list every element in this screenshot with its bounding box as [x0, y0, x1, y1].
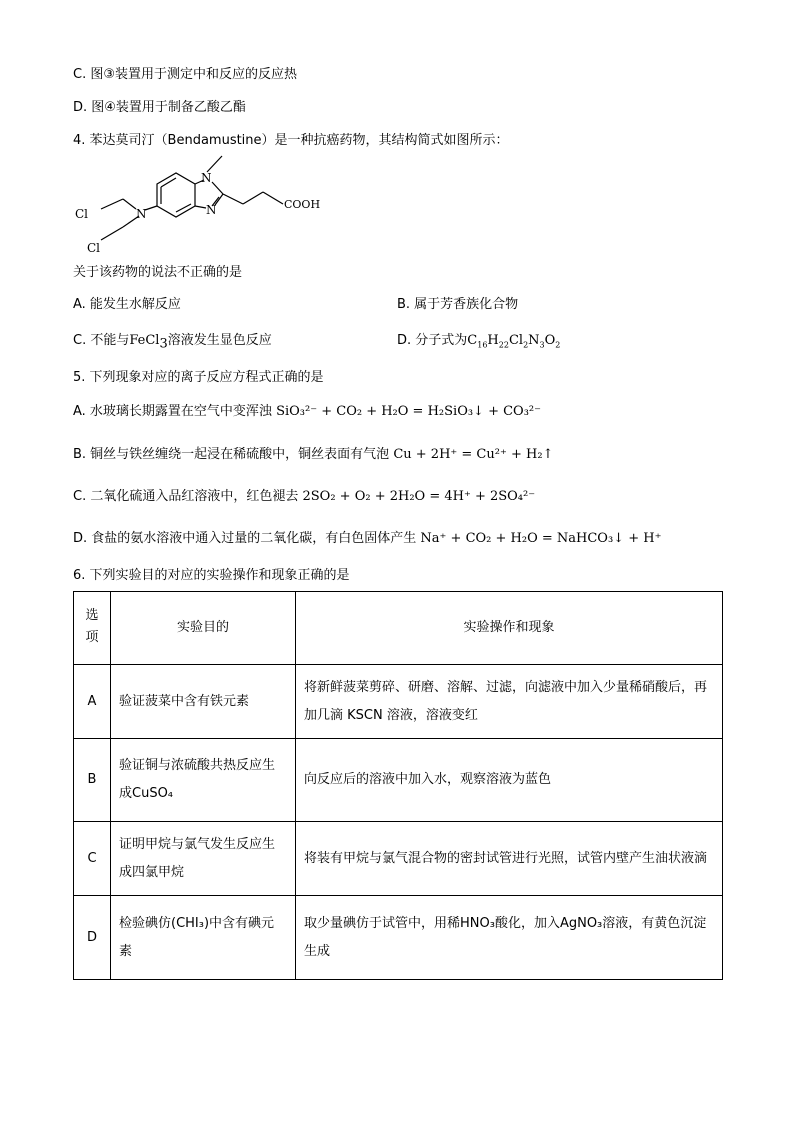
atom-n1: N [201, 171, 212, 185]
q4-option-c-sub: 3 [159, 336, 168, 352]
q5-option-b-eq: Cu + 2H⁺ = Cu²⁺ + H₂↑ [393, 447, 554, 462]
row-option: C [74, 822, 111, 896]
q4-option-c-prefix: C. 不能与 [73, 333, 130, 348]
q5-option-a [73, 403, 541, 421]
q4-option-d-formula: $C_{16}H_{22}Cl_2N_3O_2$ [467, 333, 561, 350]
header-option: 选项 [74, 592, 111, 665]
row-option: B [74, 739, 111, 822]
q5-stem: 5. 下列现象对应的离子反应方程式正确的是 [73, 370, 324, 385]
q5-option-b [73, 446, 553, 464]
q5-option-c [73, 488, 535, 506]
table-row [74, 665, 723, 739]
atom-n2: N [206, 203, 217, 217]
q4-option-c-formula: FeCl [129, 333, 160, 348]
q4-option-a: A. 能发生水解反应 [73, 297, 181, 312]
row-operation: 将新鲜菠菜剪碎、研磨、溶解、过滤，向滤液中加入少量稀硝酸后，再加几滴 KSCN 溶液，溶液变红 [296, 665, 723, 739]
q4-stem: 4. 苯达莫司汀（Bendamustine）是一种抗癌药物，其结构简式如图所示： [73, 133, 509, 148]
row-option: D [74, 896, 111, 980]
q5-option-c-eq: 2SO₂ + O₂ + 2H₂O = 4H⁺ + 2SO₄²⁻ [302, 489, 536, 504]
table-row [74, 896, 723, 980]
row-purpose: 检验碘仿(CHI₃)中含有碘元素 [111, 896, 296, 980]
q4-option-c-suffix: 溶液发生显色反应 [167, 333, 272, 348]
atom-n3: N [136, 207, 147, 221]
methyl-bond [207, 156, 222, 172]
row-purpose: 验证菠菜中含有铁元素 [111, 665, 296, 739]
row-purpose: 证明甲烷与氯气发生反应生成四氯甲烷 [111, 822, 296, 896]
atom-cl2: Cl [87, 241, 101, 255]
benzene-ring [157, 173, 195, 217]
row-operation: 向反应后的溶液中加入水，观察溶液为蓝色 [296, 739, 723, 822]
q3-option-d: D. 图④装置用于制备乙酸乙酯 [73, 100, 246, 115]
bendamustine-structure [73, 152, 363, 260]
q3-option-c: C. 图③装置用于测定中和反应的反应热 [73, 67, 297, 82]
row-operation: 取少量碘仿于试管中，用稀HNO₃酸化，加入AgNO₃溶液，有黄色沉淀生成 [296, 896, 723, 980]
q4-option-d-prefix: D. 分子式为 [397, 333, 468, 348]
q4-question: 关于该药物的说法不正确的是 [73, 265, 243, 280]
q6-stem: 6. 下列实验目的对应的实验操作和现象正确的是 [73, 568, 350, 583]
q5-option-d-text: D. 食盐的氨水溶液中通入过量的二氧化碳，有白色固体产生 [73, 531, 417, 546]
q5-option-b-text: B. 铜丝与铁丝缠绕一起浸在稀硫酸中，铜丝表面有气泡 [73, 447, 390, 462]
q5-option-c-text: C. 二氧化硫通入品红溶液中，红色褪去 [73, 489, 299, 504]
row-option: A [74, 665, 111, 739]
header-operation: 实验操作和现象 [296, 592, 723, 665]
group-cooh: COOH [284, 198, 321, 211]
table-row [74, 739, 723, 822]
q5-option-d-eq: Na⁺ + CO₂ + H₂O = NaHCO₃↓ + H⁺ [420, 531, 662, 546]
atom-cl1: Cl [75, 207, 89, 221]
q5-option-a-text: A. 水玻璃长期露置在空气中变浑浊 [73, 404, 272, 419]
row-operation: 将装有甲烷与氯气混合物的密封试管进行光照，试管内壁产生油状液滴 [296, 822, 723, 896]
q4-option-d [397, 332, 560, 350]
q5-option-d [73, 530, 661, 548]
row-purpose: 验证铜与浓硫酸共热反应生成CuSO₄ [111, 739, 296, 822]
q5-option-a-eq: SiO₃²⁻ + CO₂ + H₂O = H₂SiO₃↓ + CO₃²⁻ [276, 404, 541, 419]
q4-option-b: B. 属于芳香族化合物 [397, 297, 519, 312]
q4-option-c [73, 332, 272, 350]
header-purpose: 实验目的 [111, 592, 296, 665]
table-header-row [74, 592, 723, 665]
table-row [74, 822, 723, 896]
q6-table [73, 591, 723, 980]
